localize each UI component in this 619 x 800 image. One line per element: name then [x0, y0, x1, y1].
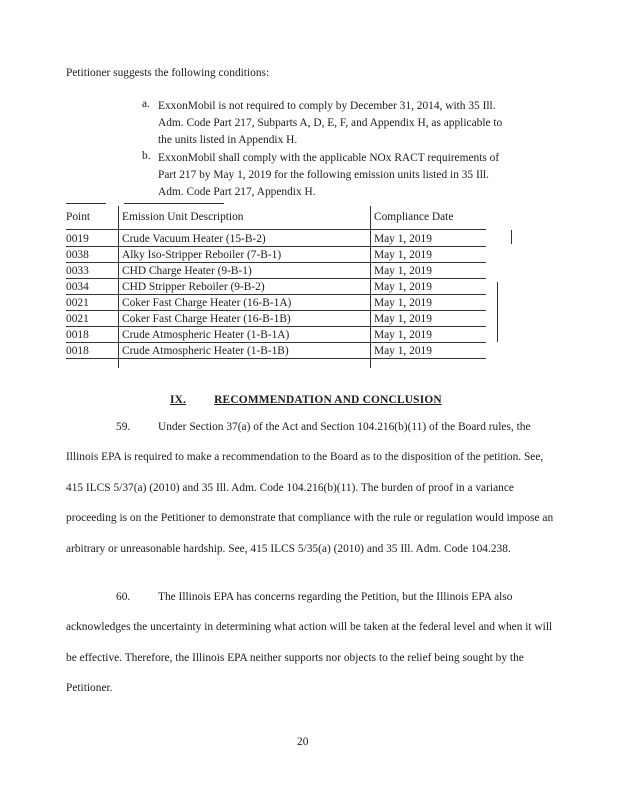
table-cell-date: May 1, 2019 — [374, 345, 432, 357]
table-rule — [66, 278, 486, 279]
table-edge-mark — [511, 230, 512, 244]
table-column-divider — [118, 206, 119, 368]
table-cell-point: 0033 — [66, 265, 89, 277]
table-cell-description: CHD Stripper Reboiler (9-B-2) — [122, 281, 265, 293]
table-rule — [66, 358, 486, 359]
paragraph-59 — [66, 412, 556, 564]
table-cell-point: 0021 — [66, 313, 89, 325]
table-cell-date: May 1, 2019 — [374, 329, 432, 341]
table-cell-date: May 1, 2019 — [374, 297, 432, 309]
table-rule — [66, 310, 486, 311]
table-cell-description: Coker Fast Charge Heater (16-B-1B) — [122, 313, 291, 325]
table-cell-point: 0038 — [66, 249, 89, 261]
table-cell-point: 0021 — [66, 297, 89, 309]
table-header-compliance-date: Compliance Date — [374, 211, 454, 223]
condition-b-letter: b. — [142, 150, 151, 162]
condition-line: Adm. Code Part 217, Appendix H. — [158, 186, 316, 198]
table-cell-description: Crude Atmospheric Heater (1-B-1B) — [122, 345, 289, 357]
table-cell-point: 0034 — [66, 281, 89, 293]
table-cell-description: Coker Fast Charge Heater (16-B-1A) — [122, 297, 292, 309]
section-title: RECOMMENDATION AND CONCLUSION — [214, 394, 442, 406]
table-header-description: Emission Unit Description — [122, 211, 244, 223]
table-cell-date: May 1, 2019 — [374, 265, 432, 277]
condition-line: the units listed in Appendix H. — [158, 134, 298, 146]
table-rule — [66, 246, 486, 247]
table-cell-date: May 1, 2019 — [374, 249, 432, 261]
condition-b-text — [158, 150, 499, 201]
table-edge-mark — [497, 282, 498, 342]
paragraph-text: The Illinois EPA has concerns regarding the Petition, but the Illinois EPA also acknowledges the uncertainty in determining what action will be taken at the federal level and when it will be effective. Therefore, the Illinois EPA neither supports nor objects to the relief being sought by the Petitioner. — [66, 591, 553, 695]
paragraph-60 — [66, 582, 556, 704]
table-cell-point: 0019 — [66, 233, 89, 245]
condition-line: ExxonMobil is not required to comply by December 31, 2014, with 35 Ill. — [158, 100, 496, 112]
paragraph-number: 59. — [116, 421, 131, 433]
intro-text: Petitioner suggests the following conditions: — [66, 67, 270, 79]
condition-a-letter: a. — [142, 98, 150, 110]
condition-line: Adm. Code Part 217, Subparts A, D, E, F, and Appendix H, as applicable to — [158, 117, 503, 129]
page-number: 20 — [297, 736, 309, 748]
table-rule — [66, 203, 106, 204]
condition-a-text — [158, 98, 502, 149]
table-header-point: Point — [66, 211, 91, 223]
table-cell-date: May 1, 2019 — [374, 281, 432, 293]
table-cell-description: CHD Charge Heater (9-B-1) — [122, 265, 252, 277]
table-cell-point: 0018 — [66, 329, 89, 341]
table-rule — [66, 342, 486, 343]
table-cell-description: Crude Vacuum Heater (15-B-2) — [122, 233, 266, 245]
table-rule — [66, 229, 486, 230]
condition-line: Part 217 by May 1, 2019 for the following emission units listed in 35 Ill. — [158, 169, 489, 181]
section-heading — [170, 394, 442, 406]
section-number: IX. — [170, 394, 187, 406]
table-cell-point: 0018 — [66, 345, 89, 357]
table-column-divider — [370, 206, 371, 368]
table-rule — [66, 262, 486, 263]
paragraph-text: Under Section 37(a) of the Act and Section 104.216(b)(11) of the Board rules, the Illinois EPA is required to make a recommendation to the Board as to the disposition of the petition. See, 415 ILCS 5/37(a) (2010) and 35 Ill. Adm. Code 104.216(b)(11). The burden of proof in a variance proceeding is on the Petitioner to demonstrate that compliance with the rule or regulation would impose an arbitrary or unreasonable hardship. See, 415 ILCS 5/35(a) (2010) and 35 Ill. Adm. Code 104.238. — [66, 421, 554, 555]
paragraph-number: 60. — [116, 591, 131, 603]
table-cell-description: Crude Atmospheric Heater (1-B-1A) — [122, 329, 290, 341]
table-rule — [66, 326, 486, 327]
table-cell-date: May 1, 2019 — [374, 233, 432, 245]
table-cell-date: May 1, 2019 — [374, 313, 432, 325]
condition-line: ExxonMobil shall comply with the applicable NOx RACT requirements of — [158, 152, 500, 164]
table-rule — [124, 203, 224, 204]
table-cell-description: Alky Iso-Stripper Reboiler (7-B-1) — [122, 249, 282, 261]
table-rule — [66, 294, 486, 295]
